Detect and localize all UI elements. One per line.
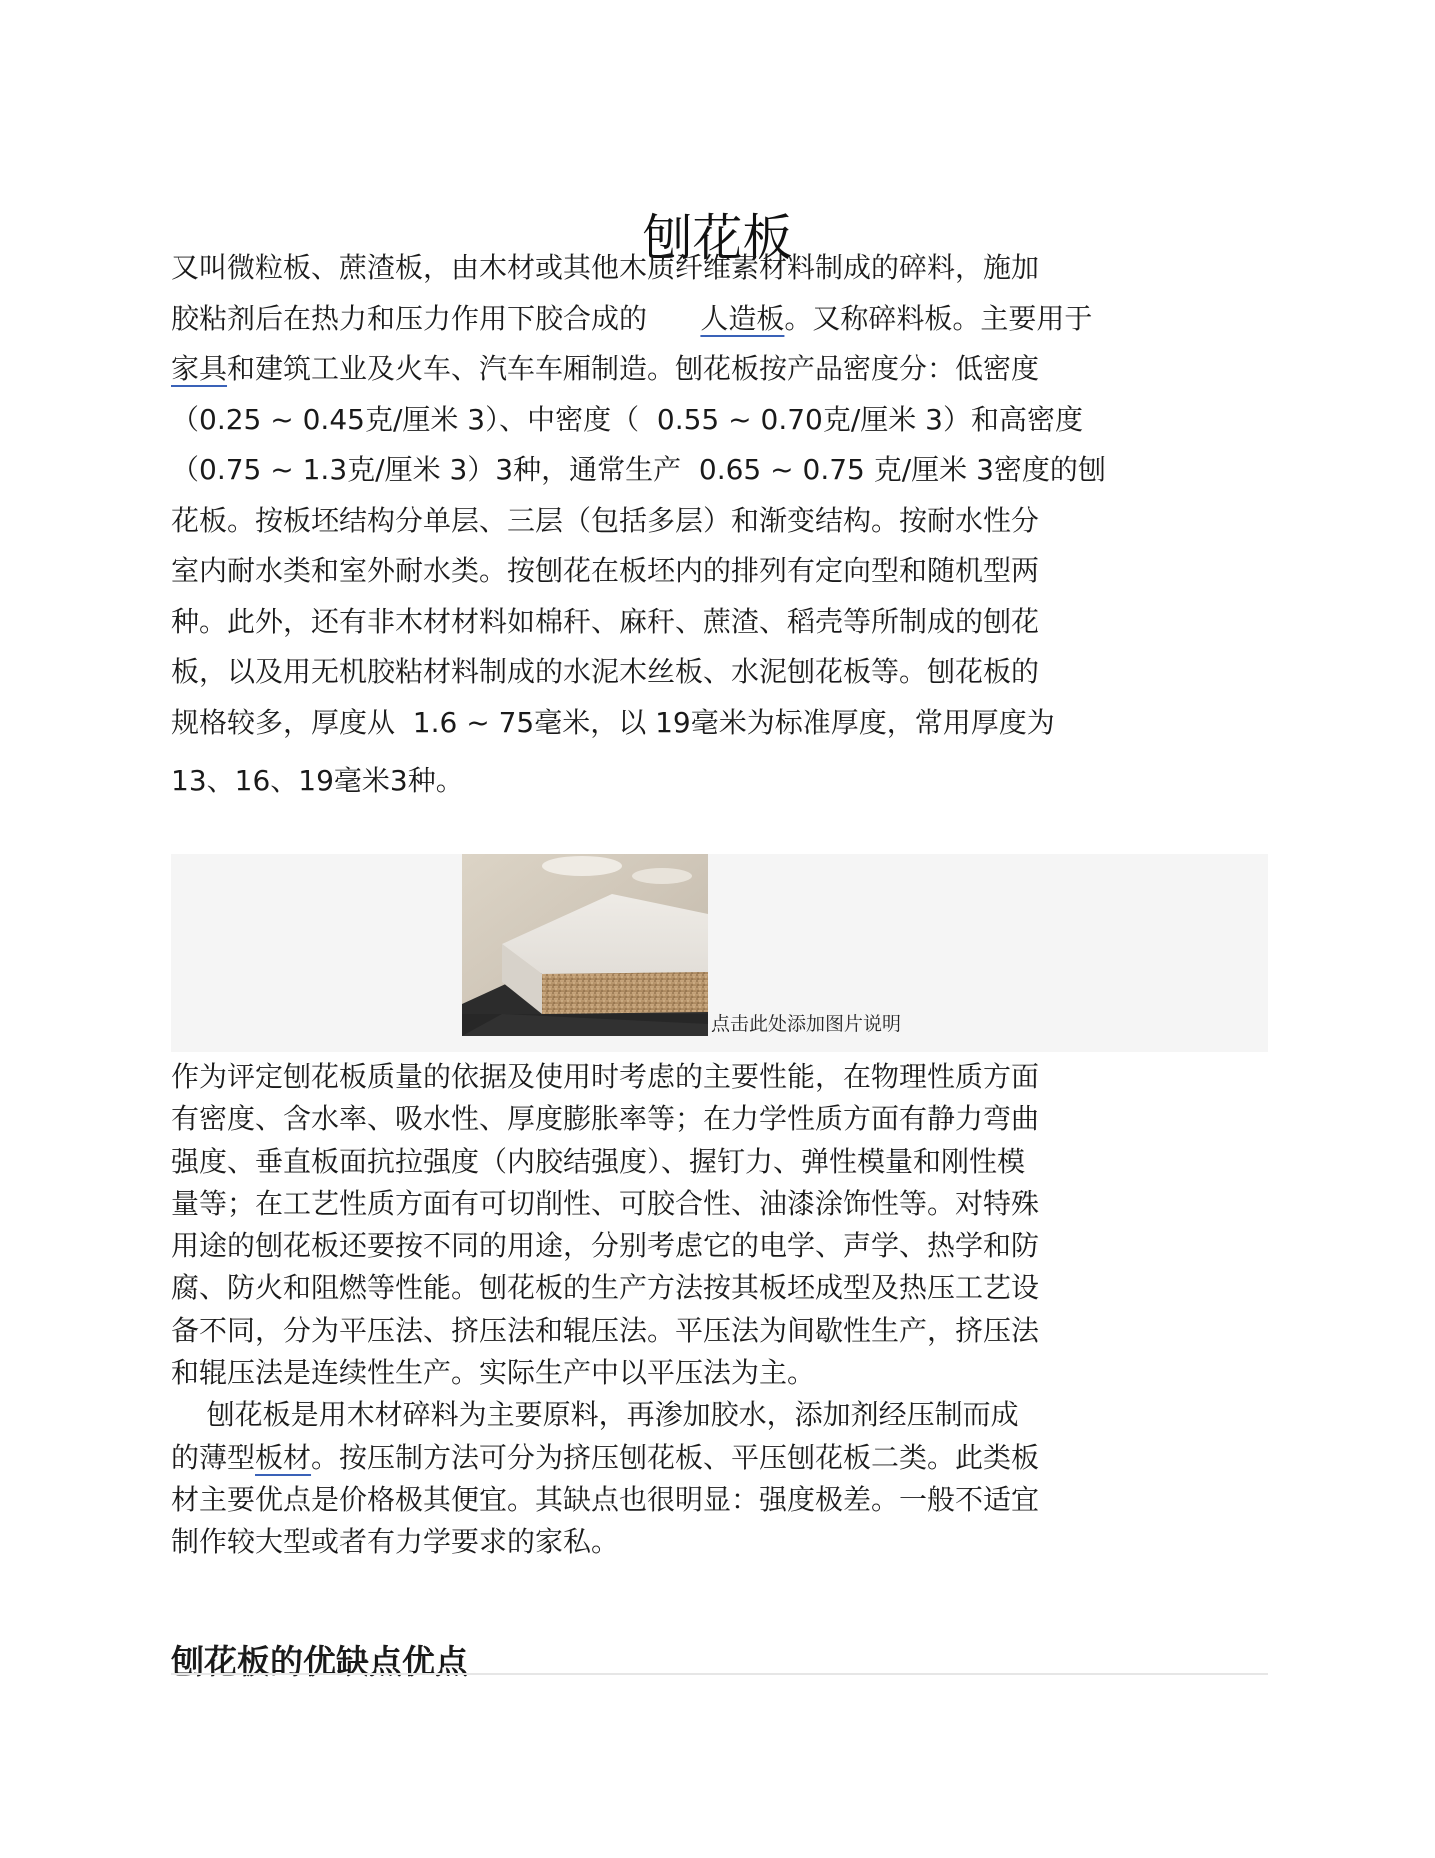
intro-text: 胶粘剂后在热力和压力作用下胶合成的: [171, 301, 701, 335]
properties-line: 量等；在工艺性质方面有可切削性、可胶合性、油漆涂饰性等。对特殊: [171, 1186, 1040, 1220]
properties-line: 有密度、含水率、吸水性、厚度膨胀率等；在力学性质方面有静力弯曲: [171, 1102, 1040, 1136]
intro-paragraph: [171, 243, 1106, 807]
link-board-material[interactable]: 板材: [255, 1440, 312, 1474]
intro-line: （0.75 ~ 1.3克/厘米 3）3种，通常生产 0.65 ~ 0.75 克/厘米 3密度的刨: [171, 453, 1106, 486]
properties-line: 刨花板是用木材碎料为主要原料，再渗加胶水，添加剂经压制而成: [171, 1398, 1019, 1432]
properties-text: 。按压制方法可分为挤压刨花板、平压刨花板二类。此类板: [311, 1440, 1040, 1474]
intro-line: 又叫微粒板、蔗渣板，由木材或其他木质纤维素材料制成的碎料，施加: [171, 251, 1040, 284]
properties-line: 材主要优点是价格极其便宜。其缺点也很明显：强度极差。一般不适宜: [171, 1482, 1040, 1516]
intro-line: 室内耐水类和室外耐水类。按刨花在板坯内的排列有定向型和随机型两: [171, 554, 1040, 587]
image-caption[interactable]: 点击此处添加图片说明: [711, 1013, 902, 1035]
properties-line: 和辊压法是连续性生产。实际生产中以平压法为主。: [171, 1356, 816, 1390]
intro-text: 和建筑工业及火车、汽车车厢制造。刨花板按产品密度分：低密度: [227, 352, 1040, 385]
intro-line: [171, 294, 1106, 345]
link-artificial-board[interactable]: 人造板: [700, 301, 785, 335]
page-title: 刨花板: [642, 208, 793, 267]
properties-line: 备不同，分为平压法、挤压法和辊压法。平压法为间歇性生产，挤压法: [171, 1313, 1040, 1347]
properties-line: 作为评定刨花板质量的依据及使用时考虑的主要性能，在物理性质方面: [171, 1060, 1040, 1093]
section-heading: 刨花板的优缺点优点: [171, 1642, 468, 1682]
intro-line: 规格较多，厚度从 1.6 ~ 75毫米，以 19毫米为标准厚度，常用厚度为: [171, 705, 1055, 739]
properties-line: 用途的刨花板还要按不同的用途，分别考虑它的电学、声学、热学和防: [171, 1229, 1040, 1263]
properties-line: [171, 1437, 1039, 1479]
intro-line: 13、16、19毫米3种。: [171, 764, 464, 797]
properties-line: 腐、防火和阻燃等性能。刨花板的生产方法按其板坯成型及热压工艺设: [171, 1271, 1040, 1305]
intro-line: （0.25 ~ 0.45克/厘米 3）、中密度（ 0.55 ~ 0.70克/厘米 3）和高密度: [171, 402, 1083, 436]
image-figure: [171, 854, 1268, 1052]
intro-line: [171, 344, 1106, 395]
intro-line: 花板。按板坯结构分单层、三层（包括多层）和渐变结构。按耐水性分: [171, 503, 1040, 537]
properties-paragraph: [171, 1056, 1039, 1564]
section-divider: [171, 1673, 1268, 1675]
properties-line: 制作较大型或者有力学要求的家私。: [171, 1525, 620, 1559]
properties-text: 的薄型: [171, 1440, 256, 1474]
link-furniture[interactable]: 家具: [171, 352, 228, 385]
intro-line: 板，以及用无机胶粘材料制成的水泥木丝板、水泥刨花板等。刨花板的: [171, 655, 1040, 688]
intro-line: 种。此外，还有非木材材料如棉秆、麻秆、蔗渣、稻壳等所制成的刨花: [171, 604, 1040, 638]
intro-text: 。又称碎料板。主要用于: [784, 301, 1093, 335]
properties-line: 强度、垂直板面抗拉强度（内胶结强度）、握钉力、弹性模量和刚性模: [171, 1144, 1026, 1178]
particleboard-photo[interactable]: [462, 854, 708, 1036]
